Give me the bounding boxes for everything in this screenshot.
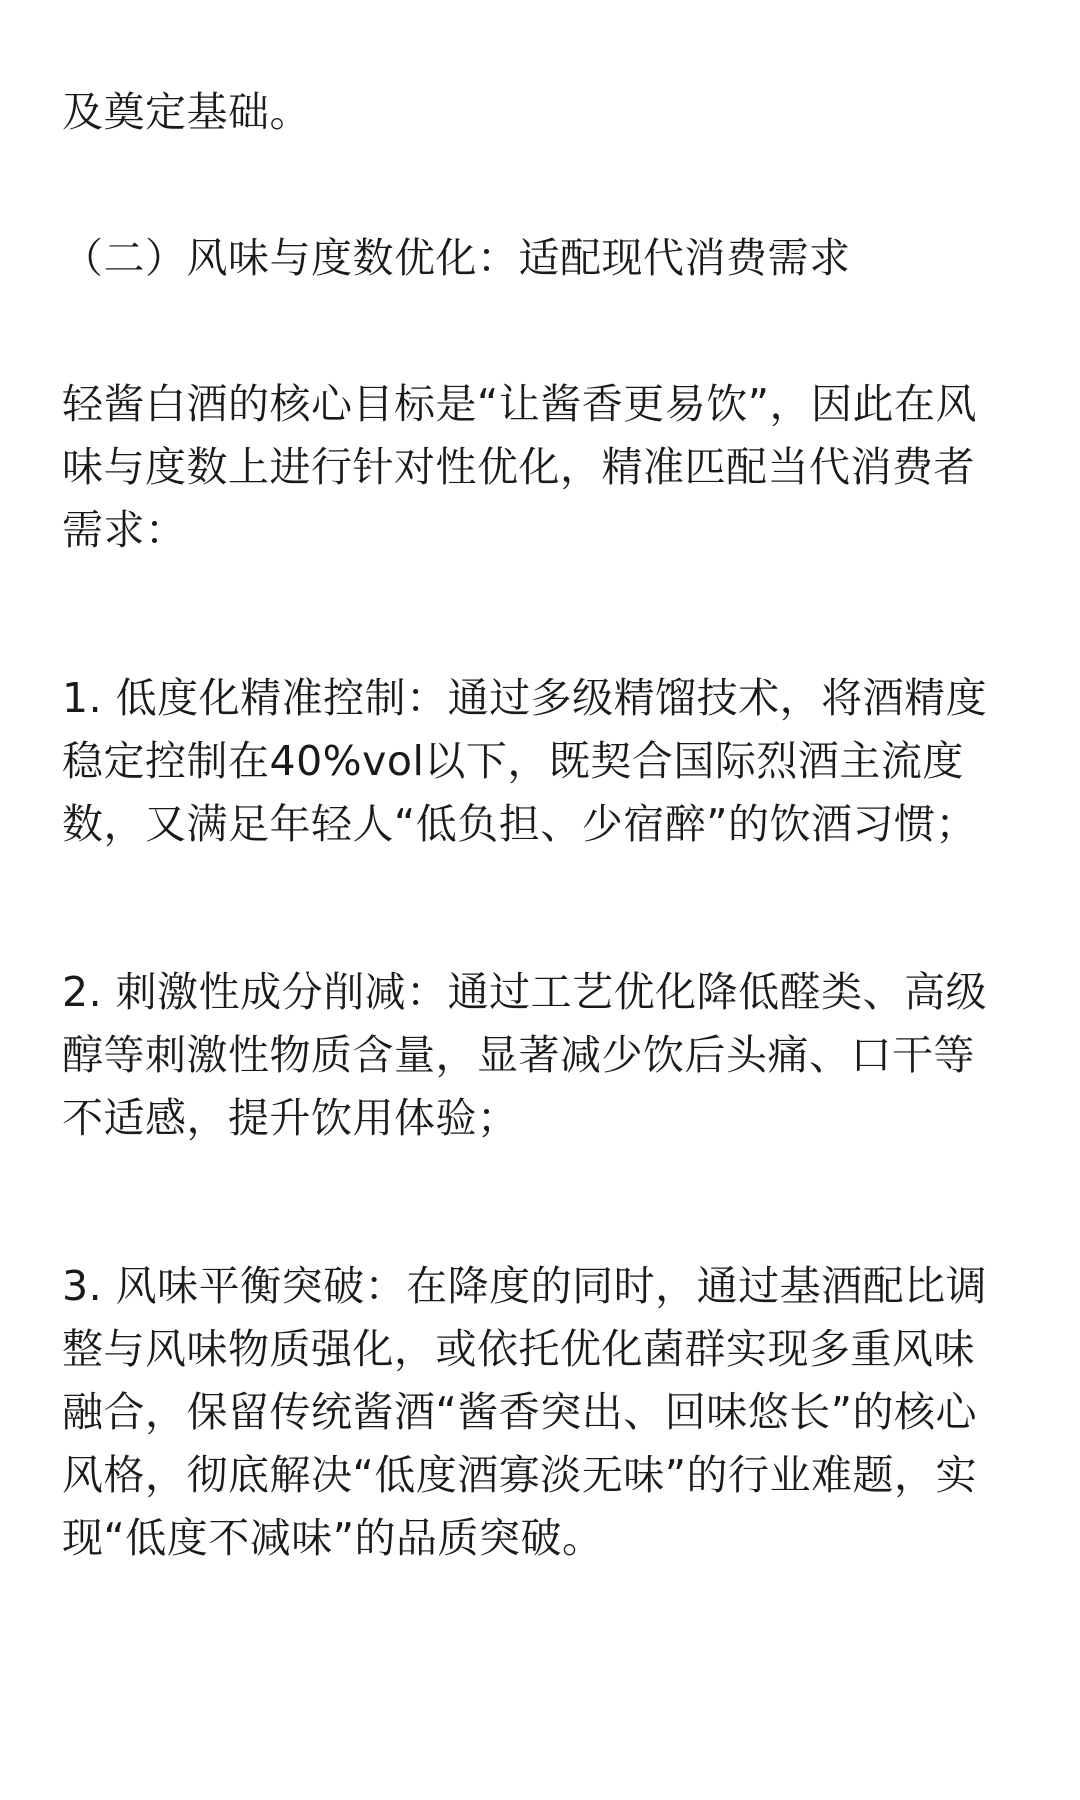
text-line: 味与度数上进行针对性优化，精准匹配当代消费者 <box>62 443 975 491</box>
text-line: 3. 风味平衡突破：在降度的同时，通过基酒配比调 <box>62 1262 988 1310</box>
section-heading <box>62 227 851 290</box>
text-line: 及奠定基础。 <box>62 88 311 136</box>
text-line: （二）风味与度数优化：适配现代消费需求 <box>62 234 851 282</box>
text-line: 现“低度不减味”的品质突破。 <box>62 1514 604 1562</box>
list-item-2 <box>62 961 987 1150</box>
text-line: 风格，彻底解决“低度酒寡淡无味”的行业难题，实 <box>62 1451 977 1499</box>
list-item-3 <box>62 1255 987 1570</box>
text-line: 融合，保留传统酱酒“酱香突出、回味悠长”的核心 <box>62 1388 977 1436</box>
text-line: 轻酱白酒的核心目标是“让酱香更易饮”，因此在风 <box>62 380 977 428</box>
text-line: 不适感，提升饮用体验； <box>62 1094 519 1142</box>
paragraph-intro-tail <box>62 81 311 144</box>
text-line: 数，又满足年轻人“低负担、少宿醉”的饮酒习惯； <box>62 800 977 848</box>
list-item-1 <box>62 667 987 856</box>
text-line: 整与风味物质强化，或依托优化菌群实现多重风味 <box>62 1325 975 1373</box>
text-line: 2. 刺激性成分削减：通过工艺优化降低醛类、高级 <box>62 968 988 1016</box>
paragraph-lead <box>62 373 977 562</box>
text-line: 稳定控制在40%vol以下，既契合国际烈酒主流度 <box>62 737 964 785</box>
text-line: 1. 低度化精准控制：通过多级精馏技术，将酒精度 <box>62 674 988 722</box>
text-line: 需求： <box>62 506 187 554</box>
text-line: 醇等刺激性物质含量，显著减少饮后头痛、口干等 <box>62 1031 975 1079</box>
